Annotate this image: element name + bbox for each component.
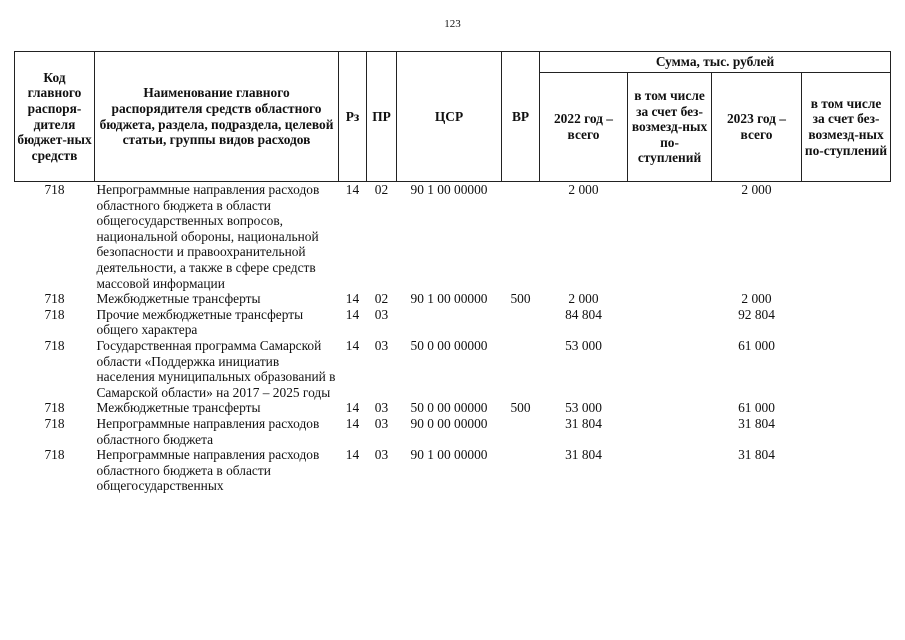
cell-code: 718 — [44, 415, 65, 431]
cell-csr: 50 0 00 00000 — [410, 337, 488, 353]
header-csr: ЦСР — [397, 52, 502, 182]
cell-csr: 90 1 00 00000 — [410, 291, 488, 307]
header-vr: ВР — [502, 52, 540, 182]
cell-pr: 03 — [374, 400, 389, 416]
table-body — [15, 182, 891, 494]
cell-2023-total: 31 804 — [738, 447, 775, 463]
cell-code: 718 — [44, 447, 65, 463]
cell-csr: 90 1 00 00000 — [410, 447, 488, 463]
cell-rz: 14 — [345, 291, 360, 307]
cell-2023-total: 61 000 — [738, 400, 775, 416]
cell-rz: 14 — [345, 306, 360, 322]
cell-2022-total: 53 000 — [565, 337, 602, 353]
cell-pr: 02 — [374, 291, 389, 307]
cell-2023-free — [802, 338, 891, 400]
header-2023-total: 2023 год – всего — [712, 73, 802, 182]
cell-2022-free — [628, 400, 712, 416]
header-sum-group: Сумма, тыс. рублей — [540, 52, 891, 73]
cell-2022-free — [628, 447, 712, 494]
cell-vr: 500 — [510, 291, 531, 307]
cell-pr: 02 — [374, 182, 389, 197]
page-number: 123 — [444, 18, 461, 30]
cell-2023-free — [802, 291, 891, 307]
header-name: Наименование главного распорядителя средств областного бюджета, раздела, подраздела, целевой статьи, группы видов расходов — [95, 52, 339, 182]
cell-2022-free — [628, 338, 712, 400]
cell-name: Непрограммные направления расходов областного бюджета — [96, 415, 320, 447]
cell-2023-free — [802, 447, 891, 494]
cell-2023-total: 92 804 — [738, 306, 775, 322]
cell-code: 718 — [44, 306, 65, 322]
header-2023-free: в том числе за счет без-возмезд-ных по-ступлений — [802, 73, 891, 182]
cell-2023-total: 2 000 — [741, 182, 772, 197]
header-code: Код главного распоря-дителя бюджет-ных средств — [15, 52, 95, 182]
cell-name: Межбюджетные трансферты — [96, 400, 261, 416]
cell-rz: 14 — [345, 337, 360, 353]
cell-code: 718 — [44, 182, 65, 197]
cell-2022-total: 31 804 — [565, 415, 602, 431]
cell-csr: 50 0 00 00000 — [410, 400, 488, 416]
table-row — [15, 338, 891, 400]
header-rz: Рз — [339, 52, 367, 182]
cell-2023-total: 2 000 — [741, 291, 772, 307]
cell-2022-free — [628, 182, 712, 292]
cell-2022-free — [628, 416, 712, 447]
cell-name: Межбюджетные трансферты — [96, 291, 261, 307]
cell-pr: 03 — [374, 415, 389, 431]
table-row — [15, 182, 891, 292]
budget-table — [14, 51, 891, 494]
cell-2023-total: 61 000 — [738, 337, 775, 353]
cell-vr — [502, 307, 540, 338]
cell-2023-free — [802, 416, 891, 447]
header-2022-total: 2022 год – всего — [540, 73, 628, 182]
cell-2022-total: 53 000 — [565, 400, 602, 416]
cell-2023-free — [802, 182, 891, 292]
cell-name: Непрограммные направления расходов областного бюджета в области общегосударственных вопросов, национальной обороны, национальной безопасности и правоохранительной деятельности, а также в сфере средств массовой информации — [96, 182, 320, 291]
cell-pr: 03 — [374, 447, 389, 463]
cell-csr: 90 0 00 00000 — [410, 415, 488, 431]
cell-rz: 14 — [345, 400, 360, 416]
cell-2022-total: 2 000 — [568, 182, 599, 197]
cell-vr — [502, 338, 540, 400]
cell-vr — [502, 182, 540, 292]
cell-pr: 03 — [374, 337, 389, 353]
cell-2023-free — [802, 400, 891, 416]
table-row — [15, 400, 891, 416]
header-2022-free: в том числе за счет без-возмезд-ных по-ступлений — [628, 73, 712, 182]
table-row — [15, 416, 891, 447]
cell-vr — [502, 416, 540, 447]
cell-rz: 14 — [345, 447, 360, 463]
cell-vr: 500 — [510, 400, 531, 416]
cell-2022-total: 2 000 — [568, 291, 599, 307]
cell-rz: 14 — [345, 415, 360, 431]
cell-code: 718 — [44, 291, 65, 307]
cell-name: Государственная программа Самарской области «Поддержка инициатив населения муниципальных образований в Самарской области» на 2017 – 2025 годы — [96, 337, 336, 400]
cell-csr — [397, 307, 502, 338]
cell-code: 718 — [44, 400, 65, 416]
cell-pr: 03 — [374, 306, 389, 322]
table-row — [15, 447, 891, 494]
cell-rz: 14 — [345, 182, 360, 197]
cell-vr — [502, 447, 540, 494]
cell-2023-free — [802, 307, 891, 338]
table-row — [15, 307, 891, 338]
cell-2022-total: 31 804 — [565, 447, 602, 463]
cell-2022-total: 84 804 — [565, 306, 602, 322]
cell-name: Непрограммные направления расходов областного бюджета в области общегосударственных — [96, 447, 320, 494]
cell-2022-free — [628, 307, 712, 338]
cell-2022-free — [628, 291, 712, 307]
cell-2023-total: 31 804 — [738, 415, 775, 431]
header-pr: ПР — [367, 52, 397, 182]
cell-name: Прочие межбюджетные трансферты общего характера — [96, 306, 304, 338]
table-header — [15, 52, 891, 182]
cell-code: 718 — [44, 337, 65, 353]
cell-csr: 90 1 00 00000 — [410, 182, 488, 197]
table-row — [15, 291, 891, 307]
